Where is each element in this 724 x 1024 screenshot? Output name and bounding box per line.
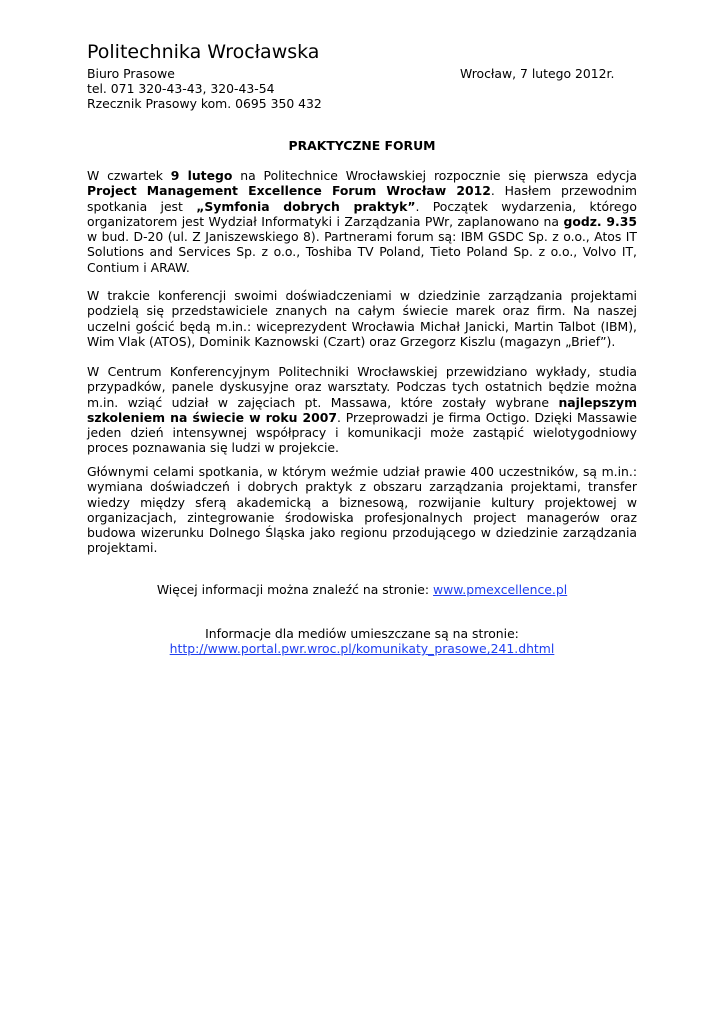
press-office-line: Biuro Prasowe xyxy=(87,66,175,81)
para1-bold-motto: „Symfonia dobrych praktyk” xyxy=(196,198,416,214)
pmexcellence-link[interactable]: www.pmexcellence.pl xyxy=(433,582,568,597)
paragraph-speakers: W trakcie konferencji swoimi doświadczeniami w dziedzinie zarządzania projektami podzielą się przedstawiciele znanych na całym świecie marek oraz firm. Na naszej uczelni gościć będą m.in.: wiceprezydent Wrocławia Michał Janicki, Martin Talbot (IBM), Wim Vlak (ATOS), Dominik Kaznowski (Czart) oraz Grzegorz Kiszlu (magazyn „Brief”). xyxy=(87,288,637,349)
para1-bold-date: 9 lutego xyxy=(170,168,233,183)
para3-text-2: . Przeprowadzi je firma Octigo. Dzięki Massawie jeden dzień intensywnej współpracy i komunikacji może zastąpić wielotygodniowy proces poznawania się ludzi w projekcie. xyxy=(87,409,637,456)
document-date: Wrocław, 7 lutego 2012r. xyxy=(460,66,615,81)
spokesperson-line: Rzecznik Prasowy kom. 0695 350 432 xyxy=(87,96,322,111)
paragraph-workshops xyxy=(87,364,637,456)
organization-name: Politechnika Wrocławska xyxy=(87,41,320,63)
media-info-text: Informacje dla mediów umieszczane są na stronie: xyxy=(205,626,519,641)
para3-bold-award: najlepszym szkoleniem na świecie w roku 2007 xyxy=(87,394,637,425)
para1-text-5: w bud. D-20 (ul. Z Janiszewskiego 8). Partnerami forum są: IBM GSDC Sp. z o.o., Atos IT Solutions and Services Sp. z o.o., Toshiba TV Poland, Tieto Poland Sp. z o.o., Volvo IT, Contium i ARAW. xyxy=(87,229,637,275)
paragraph-intro xyxy=(87,168,637,275)
phone-line: tel. 071 320-43-43, 320-43-54 xyxy=(87,81,275,96)
paragraph-goals: Głównymi celami spotkania, w którym weźmie udział prawie 400 uczestników, są m.in.: wymiana doświadczeń i dobrych praktyk z obszaru zarządzania projektami, transfer wiedzy między sferą akademicką a biznesową, rozwijanie kultury projektowej w organizacjach, zintegrowanie środowiska profesjonalnych project managerów oraz budowa wizerunku Dolnego Śląska jako regionu przodującego w dziedzinie zarządzania projektami. xyxy=(87,464,637,556)
para1-text-2: na Politechnice Wrocławskiej rozpocznie się pierwsza edycja xyxy=(232,168,637,183)
para3-text-1: W Centrum Konferencyjnym Politechniki Wrocławskiej przewidziano wykłady, studia przypadków, panele dyskusyjne oraz warsztaty. Podczas tych ostatnich będzie można m.in. wziąć udział w zajęciach pt. Massawa, które zostały wybrane xyxy=(87,364,637,410)
press-releases-link[interactable]: http://www.portal.pwr.wroc.pl/komunikaty_prasowe,241.dhtml xyxy=(169,641,555,656)
media-info-link-line xyxy=(87,641,637,657)
para1-text-1: W czwartek xyxy=(87,168,171,183)
para1-text-3: . Hasłem przewodnim spotkania jest xyxy=(87,183,637,214)
para1-bold-event: Project Management Excellence Forum Wrocław 2012 xyxy=(87,183,491,199)
document-heading: PRAKTYCZNE FORUM xyxy=(288,138,436,153)
more-info-line xyxy=(87,582,637,598)
more-info-text: Więcej informacji można znaleźć na stronie: xyxy=(156,582,434,597)
para1-text-4: . Początek wydarzenia, którego organizatorem jest Wydział Informatyki i Zarządzania PWr, zaplanowano na xyxy=(87,198,637,229)
para1-bold-time: godz. 9.35 xyxy=(563,213,638,229)
